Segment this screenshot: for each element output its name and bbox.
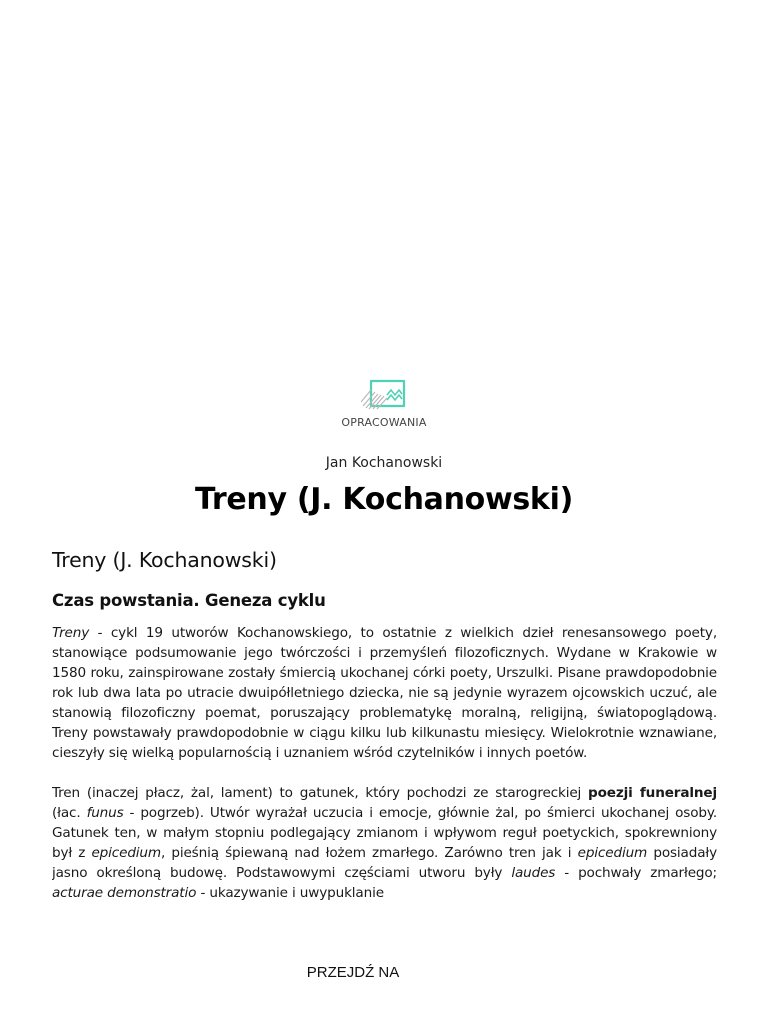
paragraph-1-text: - cykl 19 utworów Kochanowskiego, to ostatnie z wielkich dzieł renesansowego poety, stanowiące podsumowanie jego twórczości i przemyśleń filozoficznych. Wydane w Krakowie w 1580 roku, zainspirowane zostały śmiercią ukochanej córki poety, Urszulki. Pisane prawdopodobnie rok lub dwa lata po utracie dwuipółletniego dziecka, nie są jedynie wyrazem ojcowskich uczuć, ale stanowią filozoficzny poemat, poruszający problematykę moralną, religijną, światopoglądową. Treny powstawały prawdopodobnie w ciągu kilku lub kilkunastu miesięcy. Wielokrotnie wznawiane, cieszyły się wielką popularnością i uznaniem wśród czytelników i innych poetów. (52, 625, 717, 761)
paragraph-2 (52, 783, 717, 903)
go-to-link[interactable]: PRZEJDŹ NA (306, 964, 400, 981)
paragraph-2-italic-acturae: acturae demonstratio (52, 885, 197, 901)
logo-text: OPRACOWANIA (341, 416, 427, 429)
term-treny: Treny (52, 625, 90, 641)
paragraph-2-text-1: Tren (inaczej płacz, żal, lament) to gatunek, który pochodzi ze starogreckiej (52, 785, 589, 801)
document-content (52, 548, 717, 903)
opracowania-logo-icon (361, 378, 407, 412)
paragraph-2-italic-epicedium-1: epicedium (91, 845, 161, 861)
section-subheading: Czas powstania. Geneza cyklu (52, 591, 326, 610)
paragraph-2-text-6: - pochwały zmarłego; (555, 865, 717, 881)
paragraph-2-italic-laudes: laudes (511, 865, 556, 881)
paragraph-2-italic-funus: funus (86, 805, 124, 821)
paragraph-2-text-4: , pieśnią śpiewaną nad łożem zmarłego. Zarówno tren jak i (161, 845, 578, 861)
paragraph-2-text-2: (łac. (52, 805, 87, 821)
paragraph-2-text-5: posiadały jasno określoną budowę. Podstawowymi częściami utworu były (52, 845, 717, 881)
site-logo (0, 378, 768, 429)
paragraph-1 (52, 623, 717, 763)
paragraph-2-text-3: - pogrzeb). Utwór wyrażał uczucia i emocje, głównie żal, po śmierci ukochanej osoby. Gatunek ten, w małym stopniu podlegający zmianom i wpływom reguł poetyckich, spokrewniony był z (52, 805, 717, 861)
section-heading: Treny (J. Kochanowski) (52, 548, 277, 572)
author-name: Jan Kochanowski (325, 455, 443, 471)
paragraph-2-italic-epicedium-2: epicedium (577, 845, 648, 861)
paragraph-2-bold-term: poezji funeralnej (588, 785, 717, 801)
document-title: Treny (J. Kochanowski) (195, 482, 573, 517)
paragraph-2-text-7: - ukazywanie i uwypuklanie (196, 885, 384, 901)
